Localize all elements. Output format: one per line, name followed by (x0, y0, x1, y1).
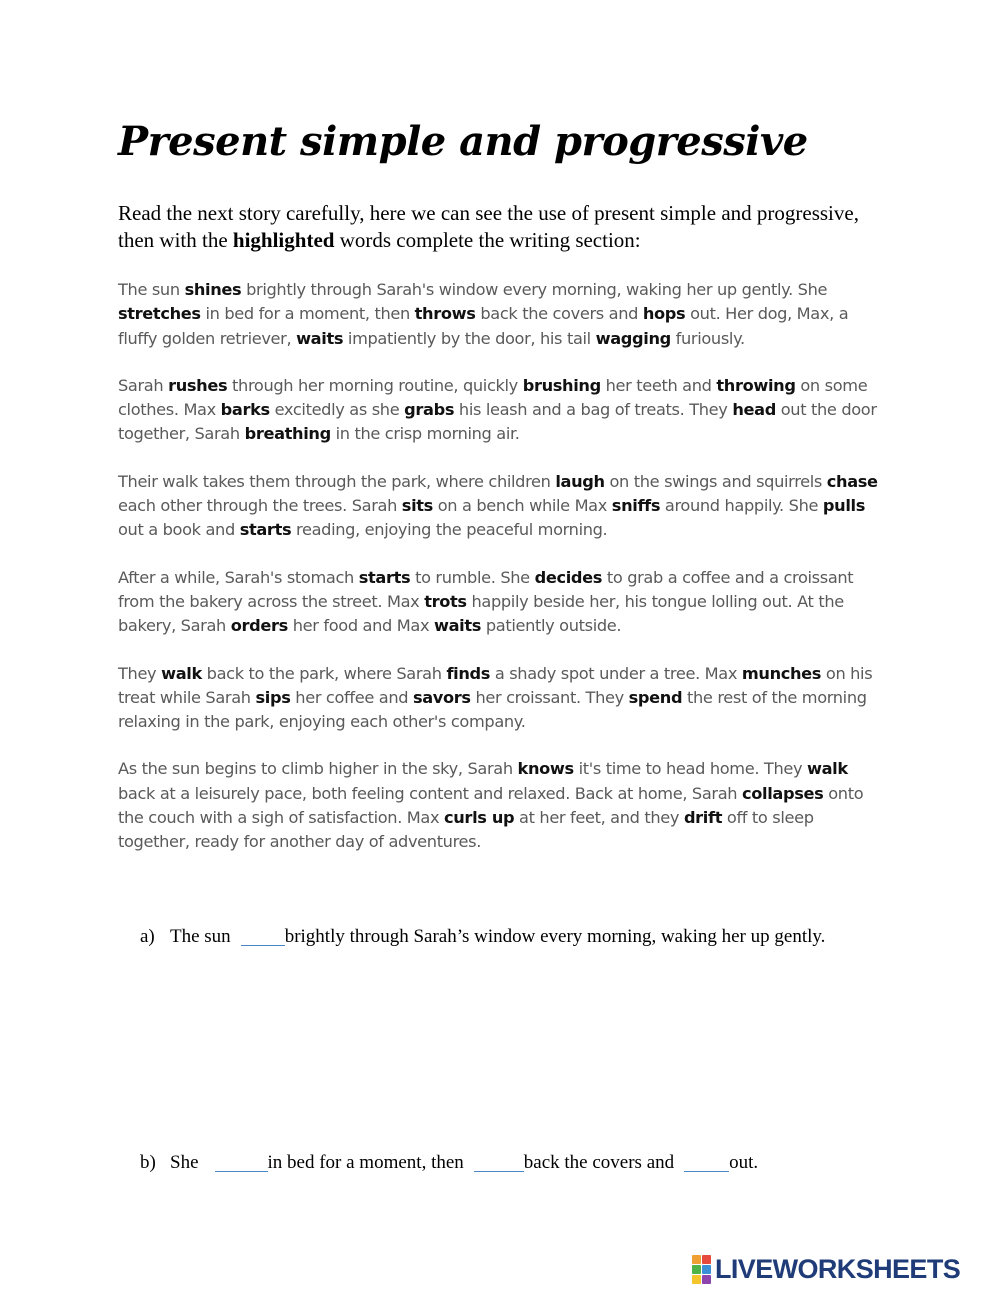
story-paragraph (118, 470, 888, 543)
story-text: brightly through Sarah's window every morning, waking her up gently. She (241, 280, 828, 299)
story-text: her food and Max (287, 616, 434, 636)
highlighted-verb: brushing (522, 375, 601, 395)
highlighted-verb: orders (230, 616, 288, 636)
highlighted-verb: starts (358, 567, 411, 587)
story-text: it's time to head home. They (573, 759, 807, 779)
logo-text: LIVEWORKSHEETS (715, 1254, 961, 1284)
logo-squares-icon (692, 1255, 711, 1284)
highlighted-verb: throwing (716, 375, 796, 395)
highlighted-verb: walk (807, 759, 848, 779)
highlighted-verb: throws (414, 304, 476, 324)
highlighted-verb: sniffs (611, 496, 661, 516)
story-paragraph (118, 278, 888, 351)
story-text: on some clothes. Max (118, 375, 868, 420)
story-text: her croissant. They (470, 687, 629, 707)
story-text: his leash and a bag of treats. They (454, 400, 733, 420)
logo-square (702, 1275, 711, 1284)
highlighted-verb: shines (184, 280, 242, 299)
logo-square (702, 1265, 711, 1274)
story-paragraph (118, 757, 888, 854)
logo-square (692, 1275, 701, 1284)
story-text: As the sun begins to climb higher in the sky, Sarah (118, 759, 518, 779)
story-text: her coffee and (290, 687, 413, 707)
highlighted-verb: sips (255, 687, 291, 707)
answer-blank-a1[interactable] (241, 925, 285, 946)
highlighted-verb: knows (517, 759, 574, 779)
exercise-text: brightly through Sarah’s window every morning, waking her up gently. (284, 926, 826, 947)
story-text: her teeth and (600, 375, 717, 395)
story-text: on a bench while Max (432, 496, 612, 516)
story-text: out. Her dog, Max, a fluffy golden retriever, (118, 304, 849, 348)
highlighted-verb: starts (239, 520, 292, 540)
story-paragraph (118, 566, 888, 639)
exercise-b (140, 1151, 758, 1174)
highlighted-verb: laugh (555, 471, 605, 491)
highlighted-verb: walk (161, 663, 202, 683)
answer-blank-b3[interactable] (684, 1151, 729, 1172)
highlighted-verb: chase (826, 471, 878, 491)
instructions (118, 200, 878, 254)
story-text: off to sleep together, ready for another day of adventures. (118, 808, 814, 852)
story-text: reading, enjoying the peaceful morning. (291, 520, 608, 540)
story-text: The sun (118, 280, 185, 299)
instructions-highlight: highlighted (232, 228, 335, 252)
exercise-marker: a) (140, 926, 155, 947)
highlighted-verb: trots (424, 591, 467, 611)
highlighted-verb: rushes (168, 375, 228, 395)
story-text: at her feet, and they (514, 808, 684, 828)
exercise-text: out. (729, 1152, 759, 1173)
highlighted-verb: stretches (118, 304, 201, 324)
story-text: onto the couch with a sigh of satisfaction. Max (118, 783, 864, 828)
story-text: excitedly as she (269, 400, 405, 420)
highlighted-verb: sits (401, 496, 433, 516)
exercise-text: The sun (170, 926, 231, 947)
story-text: Sarah (118, 375, 169, 395)
highlighted-verb: finds (446, 663, 491, 683)
highlighted-verb: waits (296, 328, 344, 348)
story-text: happily beside her, his tongue lolling out. At the bakery, Sarah (118, 591, 844, 636)
story-text: each other through the trees. Sarah (118, 496, 402, 516)
story-text: on the swings and squirrels (604, 471, 827, 491)
highlighted-verb: grabs (404, 400, 455, 420)
exercise-text: in bed for a moment, then (267, 1152, 464, 1173)
highlighted-verb: head (732, 400, 776, 420)
highlighted-verb: collapses (742, 783, 824, 803)
story-text: back at a leisurely pace, both feeling content and relaxed. Back at home, Sarah (118, 783, 743, 803)
exercise-marker: b) (140, 1152, 156, 1173)
story-text: patiently outside. (481, 616, 622, 636)
story-text: through her morning routine, quickly (227, 375, 523, 395)
liveworksheets-logo[interactable] (692, 1255, 960, 1283)
exercise-a (140, 925, 825, 948)
story-paragraph (118, 662, 888, 735)
highlighted-verb: pulls (822, 496, 866, 516)
story-text: in the crisp morning air. (330, 424, 520, 444)
answer-blank-b2[interactable] (474, 1151, 524, 1172)
story-text: to rumble. She (410, 567, 535, 587)
highlighted-verb: decides (534, 567, 603, 587)
story-text: in bed for a moment, then (200, 304, 415, 324)
story-text: a shady spot under a tree. Max (490, 663, 742, 683)
highlighted-verb: wagging (595, 328, 671, 348)
story-paragraph (118, 374, 888, 447)
highlighted-verb: curls up (444, 808, 515, 828)
highlighted-verb: spend (628, 687, 683, 707)
story-text: furiously. (670, 328, 745, 348)
logo-square (692, 1265, 701, 1274)
story-text: on his treat while Sarah (118, 663, 873, 707)
story-text: around happily. She (660, 496, 823, 516)
story-text: They (118, 663, 162, 683)
story (118, 278, 888, 878)
highlighted-verb: waits (433, 616, 482, 636)
logo-square (702, 1255, 711, 1264)
story-text: out the door together, Sarah (118, 400, 877, 444)
highlighted-verb: hops (642, 304, 686, 324)
page-title: Present simple and progressive (118, 118, 808, 165)
answer-blank-b1[interactable] (215, 1151, 268, 1172)
story-text: After a while, Sarah's stomach (118, 567, 359, 587)
logo-square (692, 1255, 701, 1264)
story-text: Their walk takes them through the park, where children (118, 471, 556, 491)
instructions-text-start: Read the next story carefully, here we can see the use of present simple and progressive, then with the (118, 201, 859, 252)
exercise-text: She (170, 1152, 199, 1173)
exercise-text: back the covers and (523, 1152, 675, 1173)
story-text: back to the park, where Sarah (201, 663, 447, 683)
story-text: back the covers and (475, 304, 643, 324)
story-text: impatiently by the door, his tail (343, 328, 596, 348)
story-text: to grab a coffee and a croissant from the bakery across the street. Max (118, 567, 854, 611)
story-text: out a book and (118, 520, 240, 540)
highlighted-verb: barks (220, 400, 270, 420)
story-text: the rest of the morning relaxing in the park, enjoying each other's company. (118, 687, 867, 732)
highlighted-verb: drift (683, 808, 723, 828)
instructions-text-end: words complete the writing section: (334, 228, 641, 252)
highlighted-verb: munches (741, 663, 822, 683)
highlighted-verb: breathing (244, 424, 331, 444)
highlighted-verb: savors (412, 687, 471, 707)
